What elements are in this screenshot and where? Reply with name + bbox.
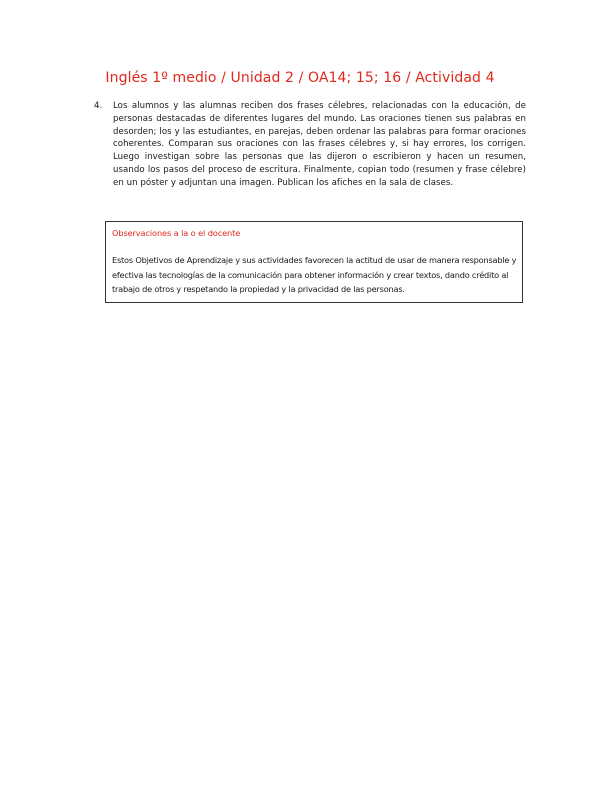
teacher-notes-box xyxy=(105,221,523,303)
teacher-notes-text: Estos Objetivos de Aprendizaje y sus actividades favorecen la actitud de usar de manera responsable y efectiva las tecnologías de la comunicación para obtener información y crear textos, dando crédito al trabajo de otros y respetando la propiedad y la privacidad de las personas. xyxy=(112,255,517,294)
activity-description: Los alumnos y las alumnas reciben dos frases célebres, relacionadas con la educación, de personas destacadas de diferentes lugares del mundo. Las oraciones tienen sus palabras en desorden; los y las estudiantes, en parejas, deben ordenar las palabras para formar oraciones coherentes. Comparan sus oraciones con las frases célebres y, si hay errores, los corrigen. Luego investigan sobre las personas que las dijeron o escribieron y hacen un resumen, usando los pasos del proceso de escritura. Finalmente, copian todo (resumen y frase célebre) en un póster y adjuntan una imagen. Publican los afiches en la sala de clases. xyxy=(113,101,526,188)
page-title: Inglés 1º medio / Unidad 2 / OA14; 15; 16 / Actividad 4 xyxy=(105,70,495,86)
teacher-notes-heading: Observaciones a la o el docente xyxy=(112,228,241,238)
activity-item xyxy=(94,100,526,190)
activity-number: 4. xyxy=(94,101,103,111)
